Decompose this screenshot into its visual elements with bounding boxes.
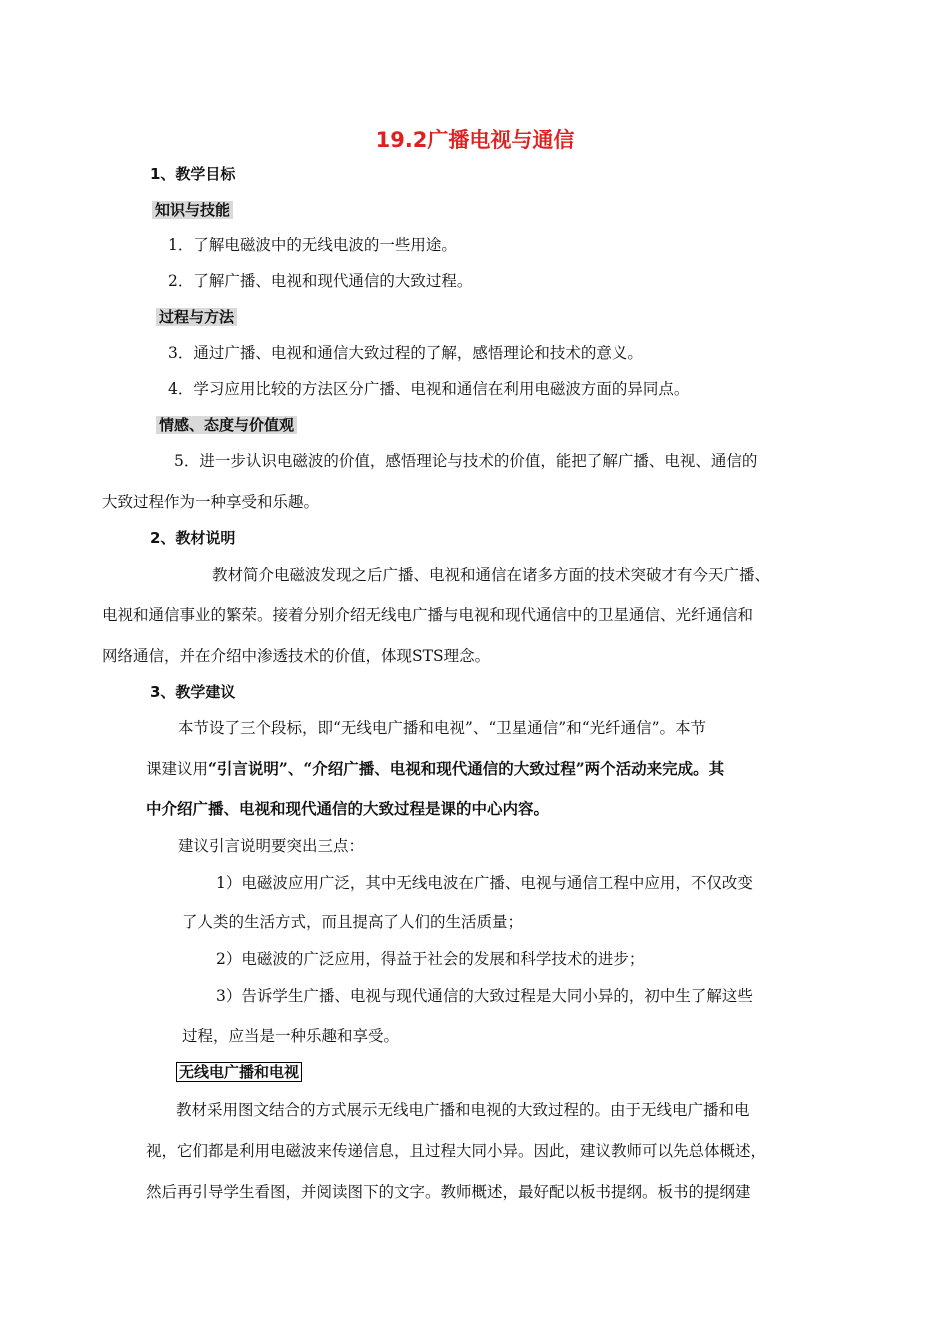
materials-paragraph-line-2: 电视和通信事业的繁荣。接着分别介绍无线电广播与电视和现代通信中的卫星通信、光纤通信和 bbox=[102, 606, 754, 624]
subheading-knowledge-label: 知识与技能 bbox=[152, 201, 233, 219]
point-2: 2）电磁波的广泛应用，得益于社会的发展和科学技术的进步； bbox=[216, 950, 645, 968]
materials-paragraph-line-1: 教材简介电磁波发现之后广播、电视和通信在诸多方面的技术突破才有今天广播、 bbox=[212, 566, 771, 584]
point-1-line-2: 了人类的生活方式，而且提高了人们的生活质量； bbox=[182, 913, 524, 931]
objective-item-1: 1．了解电磁波中的无线电波的一些用途。 bbox=[168, 236, 457, 254]
subheading-process bbox=[156, 306, 237, 328]
objective-item-5-line-1: 5．进一步认识电磁波的价值，感悟理论与技术的价值，能把了解广播、电视、通信的 bbox=[174, 452, 758, 470]
section-heading-materials: 2、教材说明 bbox=[150, 529, 236, 547]
subheading-radio-tv bbox=[176, 1061, 302, 1083]
radio-tv-paragraph-line-2: 视，它们都是利用电磁波来传递信息，且过程大同小异。因此，建议教师可以先总体概述， bbox=[146, 1142, 767, 1160]
section-heading-suggestions: 3、教学建议 bbox=[150, 683, 236, 701]
radio-tv-paragraph-line-1: 教材采用图文结合的方式展示无线电广播和电视的大致过程的。由于无线电广播和电 bbox=[176, 1101, 750, 1119]
page-title: 19.2广播电视与通信 bbox=[375, 128, 575, 152]
objective-item-4: 4．学习应用比较的方法区分广播、电视和通信在利用电磁波方面的异同点。 bbox=[168, 380, 690, 398]
suggestion-paragraph-2: 建议引言说明要突出三点： bbox=[178, 837, 365, 855]
subheading-attitude bbox=[156, 414, 297, 436]
suggestion-line-2-bold: “引言说明”、“介绍广播、电视和现代通信的大致过程”两个活动来完成。其 bbox=[208, 759, 725, 778]
point-1-line-1: 1）电磁波应用广泛，其中无线电波在广播、电视与通信工程中应用，不仅改变 bbox=[216, 874, 753, 892]
objective-item-3: 3．通过广播、电视和通信大致过程的了解，感悟理论和技术的意义。 bbox=[168, 344, 643, 362]
subheading-process-label: 过程与方法 bbox=[156, 308, 237, 326]
subheading-attitude-label: 情感、态度与价值观 bbox=[156, 416, 297, 434]
objective-item-5-line-2: 大致过程作为一种享受和乐趣。 bbox=[102, 493, 320, 511]
subheading-knowledge bbox=[152, 199, 233, 221]
suggestion-paragraph-1-line-2 bbox=[146, 758, 724, 780]
suggestion-line-2-normal: 课建议用 bbox=[146, 760, 209, 778]
materials-paragraph-line-3: 网络通信，并在介绍中渗透技术的价值，体现STS理念。 bbox=[102, 647, 491, 665]
suggestion-paragraph-1-line-1: 本节设了三个段标，即“无线电广播和电视”、“卫星通信”和“光纤通信”。本节 bbox=[178, 719, 707, 737]
radio-tv-paragraph-line-3: 然后再引导学生看图，并阅读图下的文字。教师概述，最好配以板书提纲。板书的提纲建 bbox=[146, 1183, 751, 1201]
objective-item-2: 2．了解广播、电视和现代通信的大致过程。 bbox=[168, 272, 473, 290]
subheading-radio-tv-label: 无线电广播和电视 bbox=[176, 1062, 302, 1082]
point-3-line-1: 3）告诉学生广播、电视与现代通信的大致过程是大同小异的，初中生了解这些 bbox=[216, 987, 753, 1005]
point-3-line-2: 过程，应当是一种乐趣和享受。 bbox=[182, 1027, 400, 1045]
section-heading-objectives: 1、教学目标 bbox=[150, 165, 236, 183]
suggestion-paragraph-1-line-3: 中介绍广播、电视和现代通信的大致过程是课的中心内容。 bbox=[146, 799, 550, 818]
